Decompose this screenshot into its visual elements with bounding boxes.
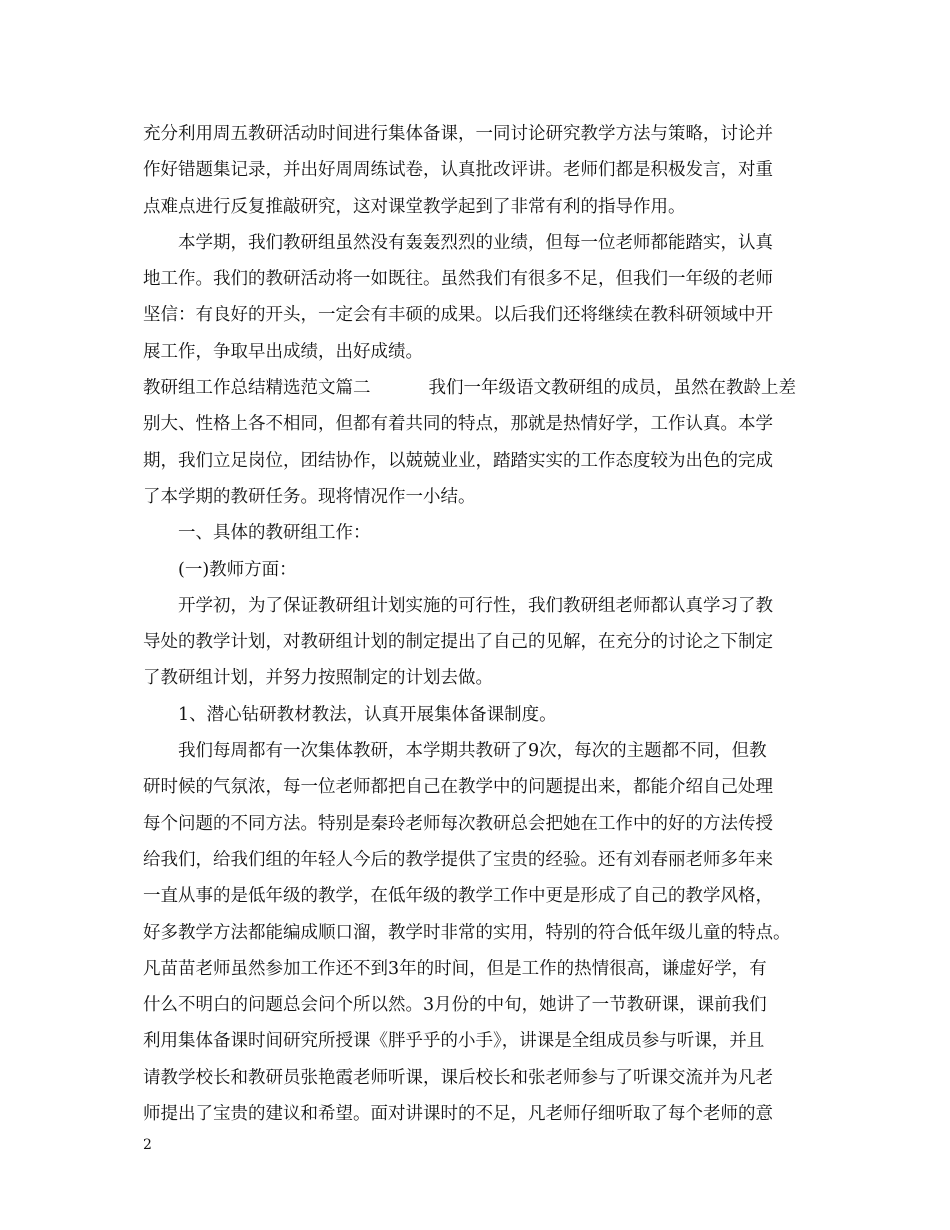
text-line-1: 充分利用周五教研活动时间进行集体备课，一同讨论研究教学方法与策略，讨论并 bbox=[143, 124, 773, 144]
section-heading-line bbox=[143, 370, 823, 406]
text-line-4: 本学期，我们教研组虽然没有轰轰烈烈的业绩，但每一位老师都能踏实，认真 bbox=[178, 232, 773, 253]
document-body bbox=[143, 116, 823, 1132]
text-line-15: 导处的教学计划，对教研组计划的制定提出了自己的见解，在充分的讨论之下制定 bbox=[143, 632, 773, 653]
text-line-19: 研时候的气氛浓，每一位老师都把自己在教学中的问题提出来，都能介绍自己处理 bbox=[143, 777, 773, 798]
text-line-11: 了本学期的教研任务。现将情况作一小结。 bbox=[143, 486, 476, 507]
text-line-26: 利用集体备课时间研究所授课《胖乎乎的小手》，讲课是全组成员参与听课，并且 bbox=[143, 1031, 765, 1052]
text-line-9: 别大、性格上各不相同，但都有着共同的特点，那就是热情好学，工作认真。本学 bbox=[143, 414, 773, 435]
text-line-7: 展工作，争取早出成绩，出好成绩。 bbox=[143, 341, 423, 362]
text-line-13: (一)教师方面： bbox=[178, 559, 297, 580]
text-line-24: 凡苗苗老师虽然参加工作还不到3年的时间，但是工作的热情很高，谦虚好学，有 bbox=[143, 958, 767, 979]
text-line-28: 师提出了宝贵的建议和希望。面对讲课时的不足，凡老师仔细听取了每个老师的意 bbox=[143, 1104, 773, 1125]
text-line-27: 请教学校长和教研员张艳霞老师听课，课后校长和张老师参与了听课交流并为凡老 bbox=[143, 1067, 773, 1088]
section-title: 教研组工作总结精选范文篇二 bbox=[143, 378, 371, 399]
text-line-3: 点难点进行反复推敲研究，这对课堂教学起到了非常有利的指导作用。 bbox=[143, 196, 686, 217]
page-number: 2 bbox=[143, 1137, 152, 1153]
section-first-sentence: 我们一年级语文教研组的成员，虽然在教龄上差 bbox=[428, 378, 796, 399]
text-line-16: 了教研组计划，并努力按照制定的计划去做。 bbox=[143, 668, 493, 689]
text-line-20: 每个问题的不同方法。特别是秦玲老师每次教研总会把她在工作中的好的方法传授 bbox=[143, 813, 773, 834]
text-line-10: 期，我们立足岗位，团结协作，以兢兢业业，踏踏实实的工作态度较为出色的完成 bbox=[143, 450, 773, 471]
text-line-6: 坚信：有良好的开头，一定会有丰硕的成果。以后我们还将继续在教科研领域中开 bbox=[143, 305, 773, 326]
text-line-5: 地工作。我们的教研活动将一如既往。虽然我们有很多不足，但我们一年级的老师 bbox=[143, 269, 773, 290]
text-line-21: 给我们，给我们组的年轻人今后的教学提供了宝贵的经验。还有刘春丽老师多年来 bbox=[143, 849, 773, 870]
text-line-18: 我们每周都有一次集体教研，本学期共教研了9次，每次的主题都不同，但教 bbox=[178, 741, 767, 762]
text-line-23: 好多教学方法都能编成顺口溜，教学时非常的实用，特别的符合低年级儿童的特点。 bbox=[143, 922, 791, 943]
text-line-17: 1、潜心钻研教材教法，认真开展集体备课制度。 bbox=[178, 704, 557, 725]
text-line-22: 一直从事的是低年级的教学，在低年级的教学工作中更是形成了自己的教学风格， bbox=[143, 886, 773, 907]
text-line-12: 一、具体的教研组工作： bbox=[178, 523, 371, 544]
text-line-2: 作好错题集记录，并出好周周练试卷，认真批改评讲。老师们都是积极发言，对重 bbox=[143, 160, 773, 181]
text-line-25: 什么不明白的问题总会问个所以然。3月份的中旬，她讲了一节教研课，课前我们 bbox=[143, 995, 767, 1016]
text-line-14: 开学初，为了保证教研组计划实施的可行性，我们教研组老师都认真学习了教 bbox=[178, 595, 773, 616]
